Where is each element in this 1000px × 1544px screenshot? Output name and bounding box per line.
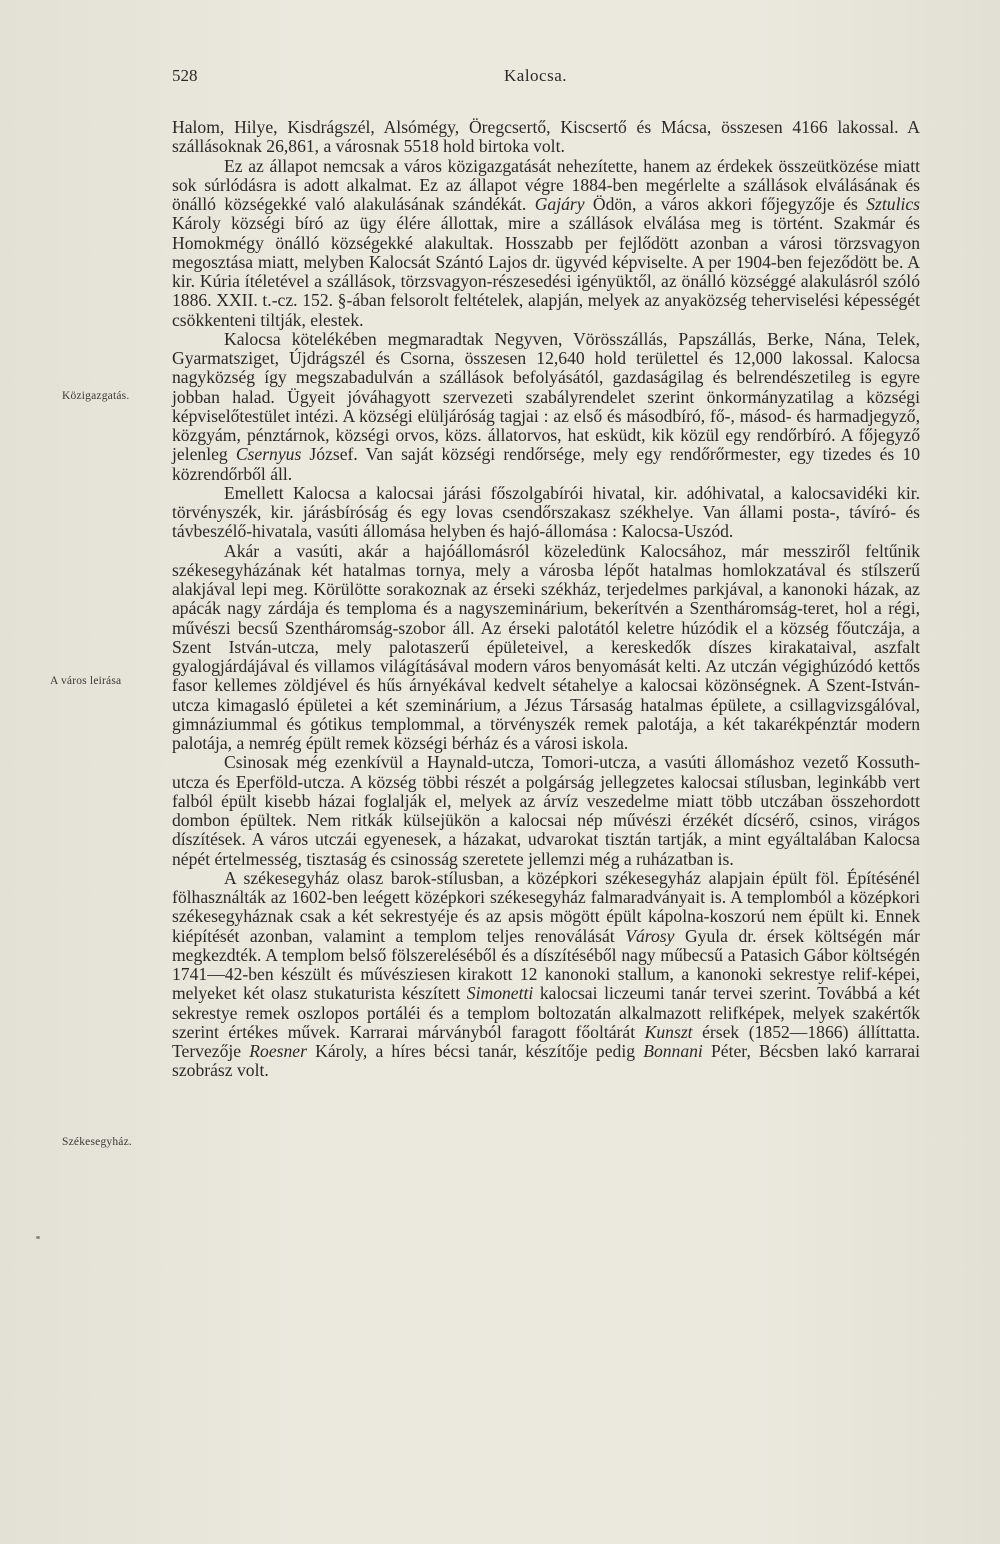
page-number: 528 <box>172 66 198 85</box>
page-header <box>172 66 920 90</box>
paragraph-2-text-a: Ez az állapot nemcsak a város közigazgatását nehezítette, hanem az érdekek összeütközése miatt sok súrlódásra is adott alkalmat. Ez az állapot végre 1884-ben megérlelte a szállások elválásának és önálló községekké való alakulásának szándékát. <box>172 155 920 214</box>
margin-note-szekesegyhaz: Székesegyház. <box>62 1136 132 1148</box>
paragraph-7-text-e: Károly, a híres bécsi tanár, készítője pedig <box>306 1041 644 1061</box>
paragraph-7-text-d: érsek (1852—1866) állíttatta. Tervezője <box>172 1021 921 1061</box>
name-sztulics: Sztulics <box>866 194 920 214</box>
name-kunszt: Kunszt <box>644 1021 693 1042</box>
body-text <box>172 118 920 1081</box>
paragraph-3 <box>172 330 920 484</box>
paragraph-3-text-a: Kalocsa kötelékében megmaradtak Negyven, Vörösszállás, Papszállás, Berke, Nána, Telek, Gyarmatsziget, Újdrágszél és Csorna, összesen 12,640 hold területtel és 12,000 lakossal. Kalocsa nagyközség így megszabadulván a szállások befolyásától, gazdaságilag és belrendészetileg is egyre jobban halad. Ügyeit jóváhagyott szervezeti szabályrendelet szerint önkormányzatilag a községi képviselőtestület intézi. A községi elüljáróság tagjai : az első és másodbíró, fő-, másod- és harmadjegyző, közgyám, pénztárnok, községi orvos, közs. állatorvos, hat esküdt, kik közül egy rendőrbíró. A főjegyző jelenleg <box>172 328 920 465</box>
name-varosy: Városy <box>625 925 675 946</box>
paragraph-6: Csinosak még ezenkívül a Haynald-utcza, Tomori-utcza, a vasúti állomáshoz vezető Kossuth-utcza és Eperföld-utcza. A község többi részét a polgárság jellegzetes kalocsai stílusban, leginkább vert falból épült kisebb házai foglalják el, melyek az árvíz veszedelme miatt több utczában összehordott dombon épültek. Nem ritkák külsejükön a kalocsai nép művészi érzékét dícsérő, csinos, virágos díszítések. A város utczái egyenesek, a házakat, udvarokat tisztán tartják, a mint egyáltalában Kalocsa népét értelmesség, tisztaság és csinosság szeretete jellemzi még a ruházatban is. <box>172 752 920 869</box>
name-simonetti: Simonetti <box>466 983 534 1004</box>
paragraph-4: Emellett Kalocsa a kalocsai járási főszolgabírói hivatal, kir. adóhivatal, a kalocsavidéki kir. törvényszék, kir. járásbíróság és egy lovas csendőrszakasz székhelye. Van állami posta-, távíró- és távbeszélő-hivatala, vasúti állomása helyben és hajó-állomása : Kalocsa-Uszód. <box>172 482 920 542</box>
paragraph-2-text-b: Ödön, a város akkori főjegyzője és <box>584 194 867 214</box>
paragraph-5: Akár a vasúti, akár a hajóállomásról közeledünk Kalocsához, már messziről feltűnik székesegyházának két hatalmas tornya, mely a városba lépőt hatalmas homlokzatával és stílszerű alakjával lepi meg. Körülötte sorakoznak az érseki székház, terjedelmes parkjával, a kanonoki házak, az apácák nagy zárdája és temploma és a nagyszeminárium, bekerítvén a Szentháromság-teret, hol a régi, művészi becsű Szentháromság-szobor áll. Az érseki palotától keletre húzódik el a község főutczája, a Szent István-utcza, mely palotaszerű épületeivel, a kereskedők díszes kirakataival, aszfalt gyalogjárdájával és villamos világításával modern város benyomását kelti. Az utczán végighúzódó kettős fasor kellemes zöldjével és hűs árnyékával kedvelt sétahelye a kalocsai közönségnek. A Szent-István-utcza kimagasló épületei a két szeminárium, a Jézus Társaság hatalmas épülete, a csillagvizsgálóval, gimnáziummal és gótikus templommal, a törvényszék remek palotája, a két takarékpénztár modern palotája, a nemrég épült remek községi bérház és a városi iskola. <box>172 540 920 753</box>
name-gajary: Gajáry <box>534 194 585 214</box>
paragraph-1: Halom, Hilye, Kisdrágszél, Alsómégy, Öregcsertő, Kiscsertő és Mácsa, összesen 4166 lakossal. A szállásoknak 26,861, a városnak 5518 hold birtoka volt. <box>172 117 920 157</box>
paragraph-7-text-c: kalocsai liczeumi tanár tervei szerint. Továbbá a két sekrestye remek oszlopos portáléi és a templom boltozatán alkalmazott relifképek, melyek szakértők szerint értékes művek. Karrarai márványból faragott főoltárát <box>172 983 920 1042</box>
name-csernyus: Csernyus <box>235 444 302 465</box>
running-title: Kalocsa. <box>504 66 568 85</box>
margin-note-varos-leirasa: A város leirása <box>50 675 122 687</box>
paragraph-7-text-f: Péter, Bécsben lakó karrarai szobrász volt. <box>172 1041 921 1081</box>
paragraph-7-text-b: Gyula dr. érsek költségén már megkezdték. A templom belső fölszereléséből és a díszítéséből nagy műbecsű a Patasich Gábor költségén 1741—42-ben készült és művésziesen kirakott 12 kanonoki stallum, a kanonoki sekrestye relif-képei, melyeket két olasz stukaturista készített <box>172 925 920 1004</box>
paragraph-3-text-b: József. Van saját községi rendőrsége, mely egy rendőrőrmester, egy tizedes és 10 közrendőrből áll. <box>172 444 920 484</box>
paragraph-7-text-a: A székesegyház olasz barok-stílusban, a középkori székesegyház alapjain épült föl. Építésénél fölhasználták az 1602-ben leégett középkori székesegyház falmaradványait is. A templomból a középkori székesegyháznak csak a két sekrestyéje és az apsis mögött épült kápolna-koszorú nem épült ki. Ennek kiépítését azonban, valamint a templom teljes renoválását <box>172 867 920 946</box>
margin-note-kozigazgatas: Közigazgatás. <box>62 390 130 402</box>
ink-speck <box>36 1236 40 1239</box>
paragraph-2 <box>172 157 920 330</box>
name-roesner: Roesner <box>249 1041 307 1061</box>
paragraph-2-text-c: Károly községi bíró az ügy élére állottak, mire a szállások elválása meg is történt. Szakmár és Homokmégy önálló községekké alakultak. Hosszabb per fejlődött azonban a városi törzsvagyon megosztása miatt, melyben Kalocsát Szántó Lajos dr. ügyvéd képviselte. A per 1904-ben fejeződött be. A kir. Kúria ítéletével a szállások, törzsvagyon-részesedési igényüktől, az önálló községgé alakulásról szóló 1886. XXII. t.-cz. 152. §-ában felsorolt feltételek, alapján, melyek az anyaközség teherviselési képességét csökkenteni tiltják, elestek. <box>172 213 920 330</box>
paragraph-7 <box>172 869 920 1081</box>
name-bonnani: Bonnani <box>643 1041 703 1061</box>
